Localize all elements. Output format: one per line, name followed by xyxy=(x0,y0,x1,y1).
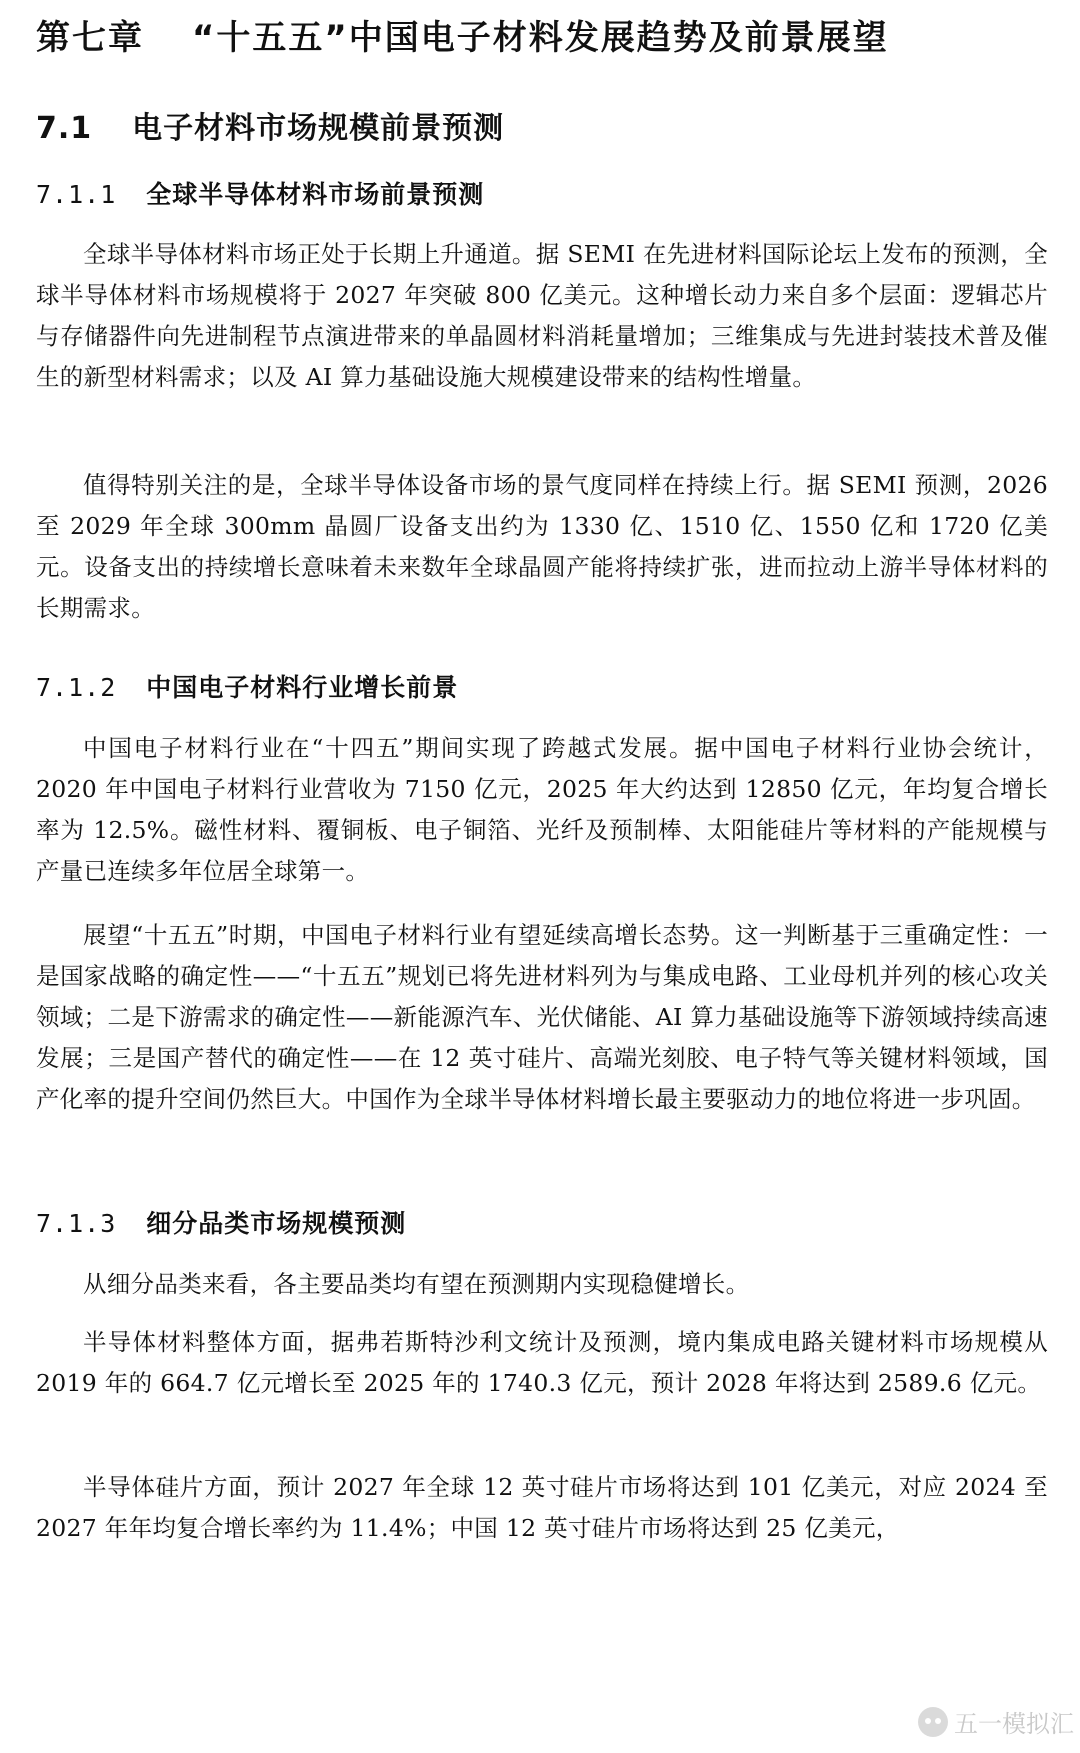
subsection-heading-7-1-2 xyxy=(36,668,458,704)
subsection-title: 全球半导体材料市场前景预测 xyxy=(146,180,485,209)
paragraph: 展望“十五五”时期，中国电子材料行业有望延续高增长态势。这一判断基于三重确定性：一是国家战略的确定性——“十五五”规划已将先进材料列为与集成电路、工业母机并列的核心攻关领域；二是下游需求的确定性——新能源汽车、光伏储能、AI 算力基础设施等下游领域持续高速发展；三是国产替代的确定性——在 12 英寸硅片、高端光刻胶、电子特气等关键材料领域，国产化率的提升空间仍然巨大。中国作为全球半导体材料增长最主要驱动力的地位将进一步巩固。 xyxy=(36,921,1048,1113)
chapter-title-text: “十五五”中国电子材料发展趋势及前景展望 xyxy=(192,18,889,58)
watermark xyxy=(918,1704,1074,1739)
section-number: 7.1 xyxy=(36,111,93,146)
subsection-heading-7-1-1 xyxy=(36,175,484,211)
paragraph: 半导体材料整体方面，据弗若斯特沙利文统计及预测，境内集成电路关键材料市场规模从 2019 年的 664.7 亿元增长至 2025 年的 1740.3 亿元，预计 2028 年将达到 2589.6 亿元。 xyxy=(36,1328,1048,1397)
subsection-number: 7.1.2 xyxy=(36,673,117,702)
paragraph: 全球半导体材料市场正处于长期上升通道。据 SEMI 在先进材料国际论坛上发布的预测，全球半导体材料市场规模将于 2027 年突破 800 亿美元。这种增长动力来自多个层面：逻辑芯片与存储器件向先进制程节点演进带来的单晶圆材料消耗量增加；三维集成与先进封装技术普及催生的新型材料需求；以及 AI 算力基础设施大规模建设带来的结构性增量。 xyxy=(36,240,1048,391)
subsection-title: 细分品类市场规模预测 xyxy=(146,1209,407,1238)
chapter-title xyxy=(36,10,889,59)
wechat-icon xyxy=(918,1707,948,1737)
chapter-number: 第七章 xyxy=(36,18,144,58)
paragraph: 值得特别关注的是，全球半导体设备市场的景气度同样在持续上行。据 SEMI 预测，2026 至 2029 年全球 300mm 晶圆厂设备支出约为 1330 亿、1510 亿、1550 亿和 1720 亿美元。设备支出的持续增长意味着未来数年全球晶圆产能将持续扩张，进而拉动上游半导体材料的长期需求。 xyxy=(36,471,1048,622)
subsection-title: 中国电子材料行业增长前景 xyxy=(146,673,459,702)
section-heading xyxy=(36,103,504,147)
paragraph: 半导体硅片方面，预计 2027 年全球 12 英寸硅片市场将达到 101 亿美元，对应 2024 至 2027 年年均复合增长率约为 11.4%；中国 12 英寸硅片市场将达到 25 亿美元， xyxy=(36,1473,1048,1542)
watermark-text: 五一模拟汇 xyxy=(954,1710,1074,1738)
paragraph: 从细分品类来看，各主要品类均有望在预测期内实现稳健增长。 xyxy=(83,1270,750,1298)
subsection-heading-7-1-3 xyxy=(36,1204,406,1240)
subsection-number: 7.1.1 xyxy=(36,180,117,209)
section-title: 电子材料市场规模前景预测 xyxy=(132,111,505,146)
paragraph: 中国电子材料行业在“十四五”期间实现了跨越式发展。据中国电子材料行业协会统计，2020 年中国电子材料行业营收为 7150 亿元，2025 年大约达到 12850 亿元，年均复合增长率为 12.5%。磁性材料、覆铜板、电子铜箔、光纤及预制棒、太阳能硅片等材料的产能规模与产量已连续多年位居全球第一。 xyxy=(36,734,1048,885)
subsection-number: 7.1.3 xyxy=(36,1209,117,1238)
